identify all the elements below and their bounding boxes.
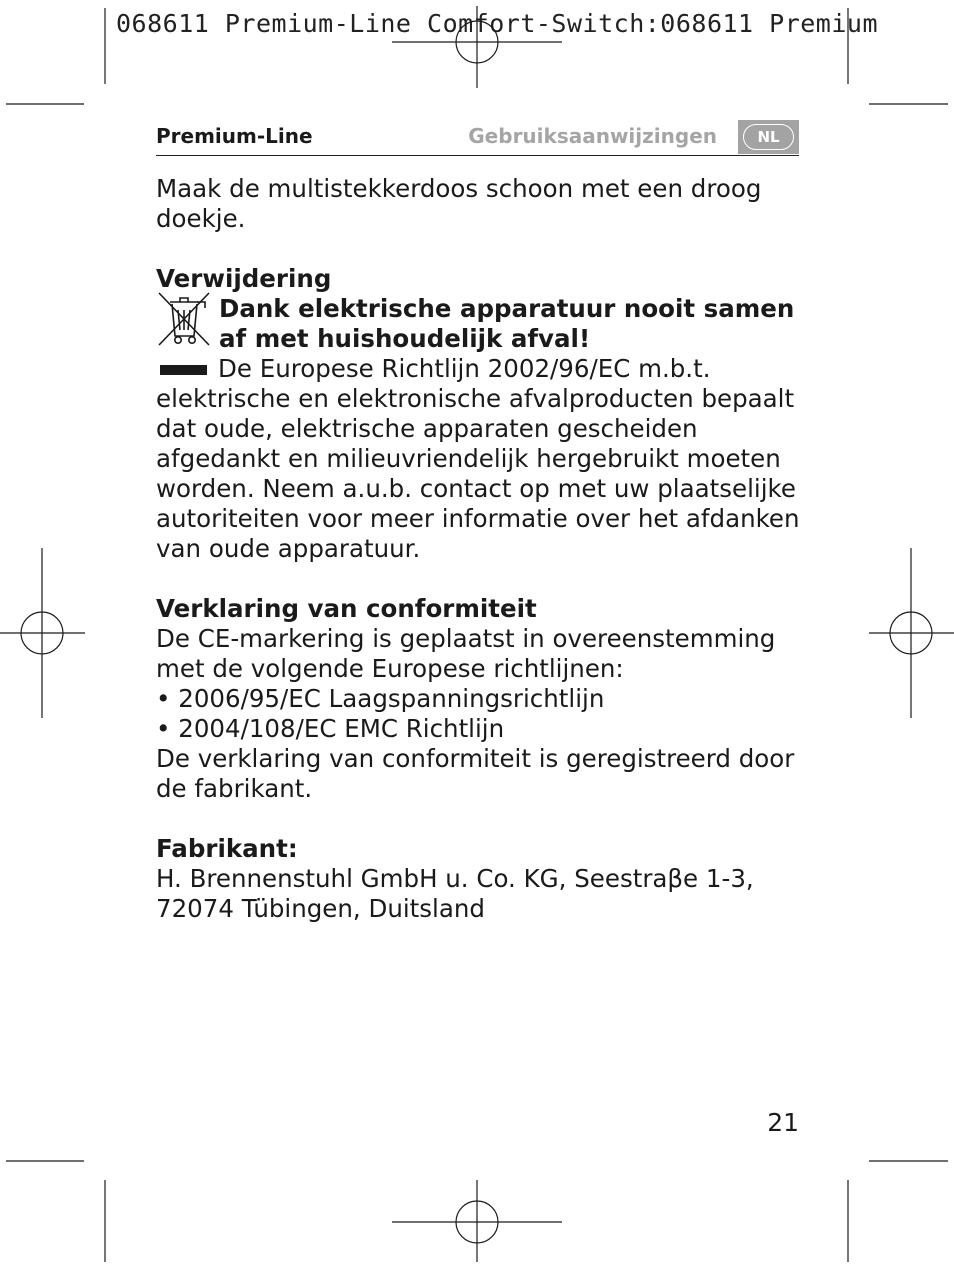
manufacturer-heading: Fabrikant: bbox=[156, 834, 298, 863]
registration-mark-left bbox=[0, 548, 85, 718]
conformity-heading: Verklaring van conformiteit bbox=[156, 594, 537, 623]
brand-name: Premium-Line bbox=[156, 124, 313, 148]
disposal-warning-text: Dank elektrische apparatuur nooit samen af met huishoudelijk afval! bbox=[219, 294, 795, 353]
directive-item: • 2006/95/EC Laagspanningsrichtlijn bbox=[156, 684, 605, 713]
weee-bar-symbol bbox=[160, 365, 207, 375]
conformity-outro: De verklaring van conformiteit is geregistreerd door de fabrikant. bbox=[156, 744, 795, 803]
disposal-body-text: De Europese Richtlijn 2002/96/EC m.b.t. elektrische en elektronische afvalproducten bepaalt dat oude, elektrische apparaten gescheiden afgedankt en milieuvriendelijk hergebruikt moeten worden. Neem a.u.b. contact op met uw plaatselijke autoriteiten voor meer informatie over het afdanken van oude apparatuur. bbox=[156, 354, 800, 563]
print-slug-line: 068611 Premium-Line Comfort-Switch:068611 Premium bbox=[116, 9, 879, 38]
manufacturer-address-line-2: 72074 Tübingen, Duitsland bbox=[156, 894, 485, 923]
manufacturer-address-line-1: H. Brennenstuhl GmbH u. Co. KG, Seestraβe 1-3, bbox=[156, 864, 754, 893]
section-title: Gebruiksaanwijzingen bbox=[468, 124, 717, 148]
registration-mark-right bbox=[869, 548, 954, 718]
language-badge bbox=[738, 120, 799, 154]
disposal-warning bbox=[156, 294, 806, 354]
disposal-body bbox=[156, 354, 806, 564]
running-header bbox=[156, 118, 799, 156]
page-number: 21 bbox=[767, 1108, 799, 1137]
crossed-out-wheelie-bin-icon bbox=[156, 290, 212, 348]
page-body bbox=[156, 174, 806, 924]
conformity-intro: De CE-markering is geplaatst in overeenstemming met de volgende Europese richtlijnen: bbox=[156, 624, 776, 683]
registration-mark-bottom bbox=[392, 1180, 562, 1262]
directive-item: • 2004/108/EC EMC Richtlijn bbox=[156, 714, 505, 743]
disposal-heading: Verwijdering bbox=[156, 264, 332, 293]
cleaning-instruction: Maak de multistekkerdoos schoon met een droog doekje. bbox=[156, 174, 762, 233]
language-badge-label: NL bbox=[743, 124, 794, 150]
